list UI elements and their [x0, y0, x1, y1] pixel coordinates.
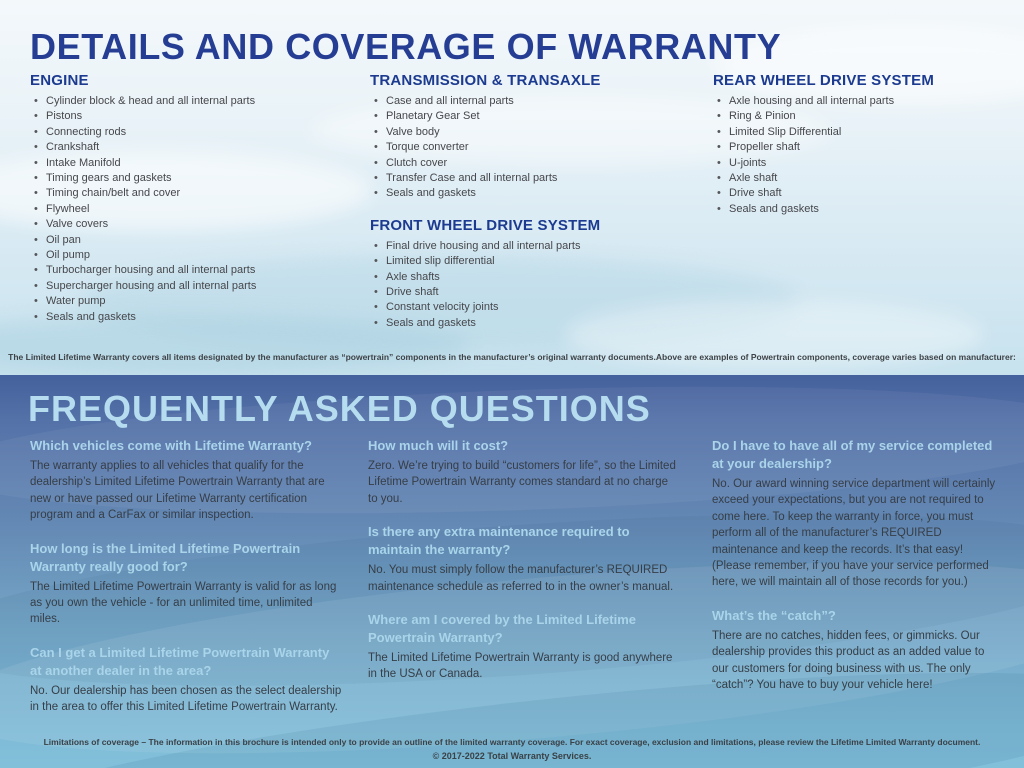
coverage-columns: [30, 72, 1000, 346]
coverage-column-transmission: [370, 72, 713, 346]
list-item: • Planetary Gear Set: [370, 109, 713, 124]
footer-disclaimer: Limitations of coverage – The information in this brochure is intended only to provide an outline of the limited warranty coverage. For exact coverage, exclusion and limitations, please review the Lifetime Limited Warranty document.: [43, 737, 981, 747]
faq-title: FREQUENTLY ASKED QUESTIONS: [28, 388, 651, 429]
list-item: • Connecting rods: [30, 125, 370, 140]
faq-answer: There are no catches, hidden fees, or gimmicks. Our dealership provides this product as an added value to our customers for doing business with us. The only “catch”? You have to buy your vehicle here!: [712, 629, 985, 692]
list-item: • Flywheel: [30, 202, 370, 217]
list-item: • Crankshaft: [30, 140, 370, 155]
list-item: • Axle shafts: [370, 270, 713, 285]
list-item: • Ring & Pinion: [713, 109, 1000, 124]
coverage-section: [0, 0, 1024, 375]
qa-block: [30, 644, 342, 716]
faq-question: Do I have to have all of my service completed at your dealership?: [712, 438, 993, 471]
list-item: • Drive shaft: [713, 186, 1000, 201]
list-item: • Clutch cover: [370, 156, 713, 171]
qa-block: [30, 437, 342, 524]
group-heading-rear-wheel-drive: REAR WHEEL DRIVE SYSTEM: [713, 72, 935, 89]
faq-answer: No. Our award winning service department will certainly exceed your expectations, but you are not required to come here. To keep the warranty in force, you must perform all of the manufacturer’s REQUIRED maintenance and keep the records. It’s that easy! (Please remember, if you have your service performed here, we will maintain all of those records for you.): [712, 478, 996, 589]
faq-question: Is there any extra maintenance required to maintain the warranty?: [368, 524, 630, 558]
list-item: • Turbocharger housing and all internal parts: [30, 263, 370, 278]
coverage-list-transmission: [370, 94, 713, 202]
list-item: • Constant velocity joints: [370, 300, 713, 315]
list-item: • Timing chain/belt and cover: [30, 186, 370, 201]
faq-answer: The warranty applies to all vehicles that qualify for the dealership’s Limited Lifetime Powertrain Warranty that are new or have passed our Lifetime Warranty certification program and a CarFax or similar inspection.: [30, 460, 325, 522]
list-item: • Limited slip differential: [370, 254, 713, 269]
coverage-list-engine: [30, 94, 370, 325]
list-item: • Propeller shaft: [713, 140, 1000, 155]
list-item: • Final drive housing and all internal parts: [370, 239, 713, 254]
footer: [0, 737, 1024, 761]
faq-section: [0, 375, 1024, 768]
faq-answer: The Limited Lifetime Powertrain Warranty is valid for as long as you own the vehicle - for an unlimited time, unlimited miles.: [30, 580, 337, 626]
list-item: • Supercharger housing and all internal parts: [30, 279, 370, 294]
coverage-list-front-wheel-drive: [370, 239, 713, 331]
coverage-list-rear-wheel-drive: [713, 94, 1000, 217]
list-item: • Valve body: [370, 125, 713, 140]
list-item: • Case and all internal parts: [370, 94, 713, 109]
list-item: • Water pump: [30, 294, 370, 309]
footer-copyright: © 2017-2022 Total Warranty Services.: [432, 751, 592, 761]
faq-answer: The Limited Lifetime Powertrain Warranty is good anywhere in the USA or Canada.: [368, 652, 673, 681]
qa-block: [368, 523, 680, 595]
faq-question: Where am I covered by the Limited Lifetime Powertrain Warranty?: [368, 612, 637, 646]
faq-question: How long is the Limited Lifetime Powertrain Warranty really good for?: [30, 540, 301, 574]
list-item: • Drive shaft: [370, 285, 713, 300]
faq-question: How much will it cost?: [368, 438, 509, 453]
coverage-disclaimer-note: The Limited Lifetime Warranty covers all items designated by the manufacturer as “powertrain” components in the manufacturer’s original warranty documents.Above are examples of Powertrain components, coverage varies based on manufacturer:: [8, 352, 1016, 362]
list-item: • Valve covers: [30, 217, 370, 232]
group-heading-transmission: TRANSMISSION & TRANSAXLE: [370, 72, 601, 89]
faq-question: Can I get a Limited Lifetime Powertrain Warranty at another dealer in the area?: [30, 644, 330, 678]
list-item: • Torque converter: [370, 140, 713, 155]
faq-column-1: [30, 437, 368, 732]
faq-column-3: [712, 437, 1000, 732]
qa-block: [30, 540, 342, 628]
list-item: • Seals and gaskets: [713, 202, 1000, 217]
qa-block: [712, 607, 1000, 694]
list-item: • U-joints: [713, 156, 1000, 171]
list-item: • Oil pan: [30, 233, 370, 248]
faq-columns: [30, 437, 1000, 732]
faq-answer: No. Our dealership has been chosen as the select dealership in the area to offer this Limited Lifetime Powertrain Warranty.: [30, 684, 342, 714]
qa-block: [368, 437, 680, 507]
coverage-column-rear-wheel-drive: [713, 72, 1000, 346]
list-item: • Pistons: [30, 109, 370, 124]
faq-column-2: [368, 437, 712, 732]
list-item: • Cylinder block & head and all internal parts: [30, 94, 370, 109]
list-item: • Limited Slip Differential: [713, 125, 1000, 140]
qa-block: [368, 611, 680, 683]
faq-question: What’s the “catch”?: [712, 607, 836, 623]
faq-answer: Zero. We’re trying to build “customers for life”, so the Limited Lifetime Powertrain Warranty comes standard at no charge to you.: [368, 460, 676, 505]
list-item: • Oil pump: [30, 248, 370, 263]
list-item: • Transfer Case and all internal parts: [370, 171, 713, 186]
list-item: • Seals and gaskets: [370, 186, 713, 201]
list-item: • Axle shaft: [713, 171, 1000, 186]
list-item: • Seals and gaskets: [30, 310, 370, 325]
qa-block: [712, 437, 1000, 591]
group-heading-engine: ENGINE: [30, 72, 89, 89]
faq-answer: No. You must simply follow the manufacturer’s REQUIRED maintenance schedule as referred to in the owner’s manual.: [368, 564, 674, 593]
coverage-column-engine: [30, 72, 370, 346]
list-item: • Intake Manifold: [30, 156, 370, 171]
faq-question: Which vehicles come with Lifetime Warranty?: [30, 438, 312, 453]
page-title: DETAILS AND COVERAGE OF WARRANTY: [30, 26, 782, 67]
list-item: • Axle housing and all internal parts: [713, 94, 1000, 109]
list-item: • Seals and gaskets: [370, 316, 713, 331]
group-heading-front-wheel-drive: FRONT WHEEL DRIVE SYSTEM: [370, 216, 601, 234]
list-item: • Timing gears and gaskets: [30, 171, 370, 186]
